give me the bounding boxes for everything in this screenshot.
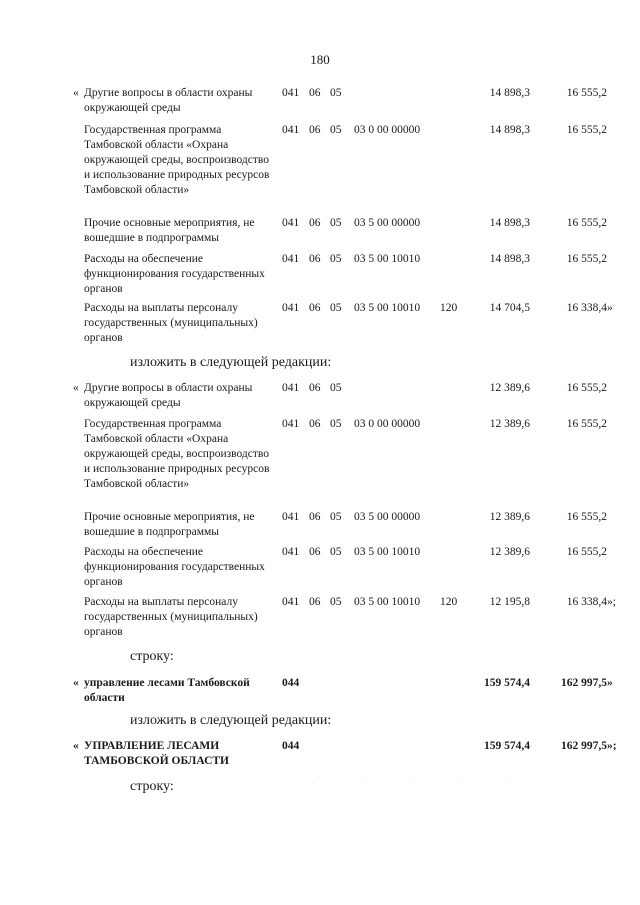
ved-code: 041 bbox=[282, 87, 300, 99]
csr-code: 03 5 00 00000 bbox=[354, 511, 421, 523]
rz-code: 06 bbox=[309, 596, 321, 608]
row-name: Прочие основные мероприятия, не вошедшие в подпрограммы bbox=[84, 217, 255, 244]
rz-code: 06 bbox=[309, 511, 321, 523]
value-year2: 162 997,5 bbox=[561, 740, 607, 752]
row-name: Другие вопросы в области охраны окружающей среды bbox=[84, 87, 253, 114]
ved-code: 041 bbox=[282, 418, 300, 430]
edit-instruction: изложить в следующей редакции: bbox=[130, 355, 332, 370]
value-year1: 14 898,3 bbox=[489, 124, 530, 136]
value-year2: 16 338,4 bbox=[566, 596, 607, 608]
rz-code: 06 bbox=[309, 217, 321, 229]
line-instruction: строку: bbox=[130, 779, 174, 794]
value-year1: 159 574,4 bbox=[484, 677, 530, 689]
pr-code: 05 bbox=[330, 382, 342, 394]
open-quote: « bbox=[73, 677, 79, 689]
open-quote: « bbox=[73, 740, 79, 752]
line-instruction: строку: bbox=[130, 649, 174, 664]
value-year1: 14 898,3 bbox=[489, 87, 530, 99]
scan-artifact: · · · · · bbox=[318, 774, 532, 780]
open-quote: « bbox=[73, 87, 79, 99]
value-year1: 159 574,4 bbox=[484, 740, 530, 752]
ved-code: 041 bbox=[282, 302, 300, 314]
row-name: управление лесами Тамбовской области bbox=[84, 677, 250, 704]
row-name: УПРАВЛЕНИЕ ЛЕСАМИ ТАМБОВСКОЙ ОБЛАСТИ bbox=[84, 740, 230, 767]
open-quote: « bbox=[73, 382, 79, 394]
page-number: 180 bbox=[310, 52, 330, 67]
row-name: Расходы на выплаты персоналу государственных (муниципальных) органов bbox=[84, 596, 258, 638]
row-name: Расходы на обеспечение функционирования государственных органов bbox=[84, 253, 265, 295]
value-year2: 16 338,4 bbox=[566, 302, 607, 314]
pr-code: 05 bbox=[330, 253, 342, 265]
row-name: Государственная программа Тамбовской области «Охрана окружающей среды, воспроизводство и использование природных ресурсов Тамбовской области» bbox=[84, 418, 270, 490]
csr-code: 03 5 00 10010 bbox=[354, 253, 421, 265]
ved-code: 041 bbox=[282, 546, 300, 558]
ved-code: 041 bbox=[282, 253, 300, 265]
csr-code: 03 5 00 10010 bbox=[354, 302, 421, 314]
pr-code: 05 bbox=[330, 124, 342, 136]
value-year1: 12 195,8 bbox=[489, 596, 530, 608]
ved-code: 041 bbox=[282, 124, 300, 136]
pr-code: 05 bbox=[330, 418, 342, 430]
rz-code: 06 bbox=[309, 546, 321, 558]
value-year2: 16 555,2 bbox=[566, 546, 607, 558]
vr-code: 120 bbox=[440, 302, 458, 314]
value-year2: 162 997,5 bbox=[561, 677, 607, 689]
pr-code: 05 bbox=[330, 87, 342, 99]
close-quote: » bbox=[607, 302, 613, 314]
rz-code: 06 bbox=[309, 124, 321, 136]
value-year1: 12 389,6 bbox=[489, 418, 530, 430]
value-year2: 16 555,2 bbox=[566, 253, 607, 265]
csr-code: 03 5 00 10010 bbox=[354, 596, 421, 608]
value-year1: 12 389,6 bbox=[489, 382, 530, 394]
ved-code: 044 bbox=[282, 677, 300, 689]
value-year2: 16 555,2 bbox=[566, 124, 607, 136]
rz-code: 06 bbox=[309, 87, 321, 99]
csr-code: 03 5 00 10010 bbox=[354, 546, 421, 558]
value-year1: 14 898,3 bbox=[489, 253, 530, 265]
rz-code: 06 bbox=[309, 302, 321, 314]
value-year1: 12 389,6 bbox=[489, 511, 530, 523]
close-quote: » bbox=[607, 677, 613, 689]
close-quote: »; bbox=[607, 596, 616, 608]
value-year2: 16 555,2 bbox=[566, 418, 607, 430]
csr-code: 03 0 00 00000 bbox=[354, 124, 421, 136]
pr-code: 05 bbox=[330, 217, 342, 229]
value-year2: 16 555,2 bbox=[566, 511, 607, 523]
rz-code: 06 bbox=[309, 253, 321, 265]
rz-code: 06 bbox=[309, 418, 321, 430]
ved-code: 041 bbox=[282, 596, 300, 608]
vr-code: 120 bbox=[440, 596, 458, 608]
ved-code: 044 bbox=[282, 740, 300, 752]
rz-code: 06 bbox=[309, 382, 321, 394]
csr-code: 03 0 00 00000 bbox=[354, 418, 421, 430]
value-year1: 14 704,5 bbox=[489, 302, 530, 314]
pr-code: 05 bbox=[330, 511, 342, 523]
edit-instruction: изложить в следующей редакции: bbox=[130, 713, 332, 728]
value-year1: 12 389,6 bbox=[489, 546, 530, 558]
pr-code: 05 bbox=[330, 546, 342, 558]
ved-code: 041 bbox=[282, 382, 300, 394]
row-name: Расходы на выплаты персоналу государственных (муниципальных) органов bbox=[84, 302, 258, 344]
row-name: Расходы на обеспечение функционирования государственных органов bbox=[84, 546, 265, 588]
pr-code: 05 bbox=[330, 596, 342, 608]
pr-code: 05 bbox=[330, 302, 342, 314]
value-year2: 16 555,2 bbox=[566, 87, 607, 99]
value-year2: 16 555,2 bbox=[566, 217, 607, 229]
value-year2: 16 555,2 bbox=[566, 382, 607, 394]
row-name: Государственная программа Тамбовской области «Охрана окружающей среды, воспроизводство и использование природных ресурсов Тамбовской области» bbox=[84, 124, 270, 196]
ved-code: 041 bbox=[282, 511, 300, 523]
row-name: Прочие основные мероприятия, не вошедшие в подпрограммы bbox=[84, 511, 255, 538]
csr-code: 03 5 00 00000 bbox=[354, 217, 421, 229]
close-quote: »; bbox=[607, 740, 617, 752]
row-name: Другие вопросы в области охраны окружающей среды bbox=[84, 382, 253, 409]
value-year1: 14 898,3 bbox=[489, 217, 530, 229]
ved-code: 041 bbox=[282, 217, 300, 229]
